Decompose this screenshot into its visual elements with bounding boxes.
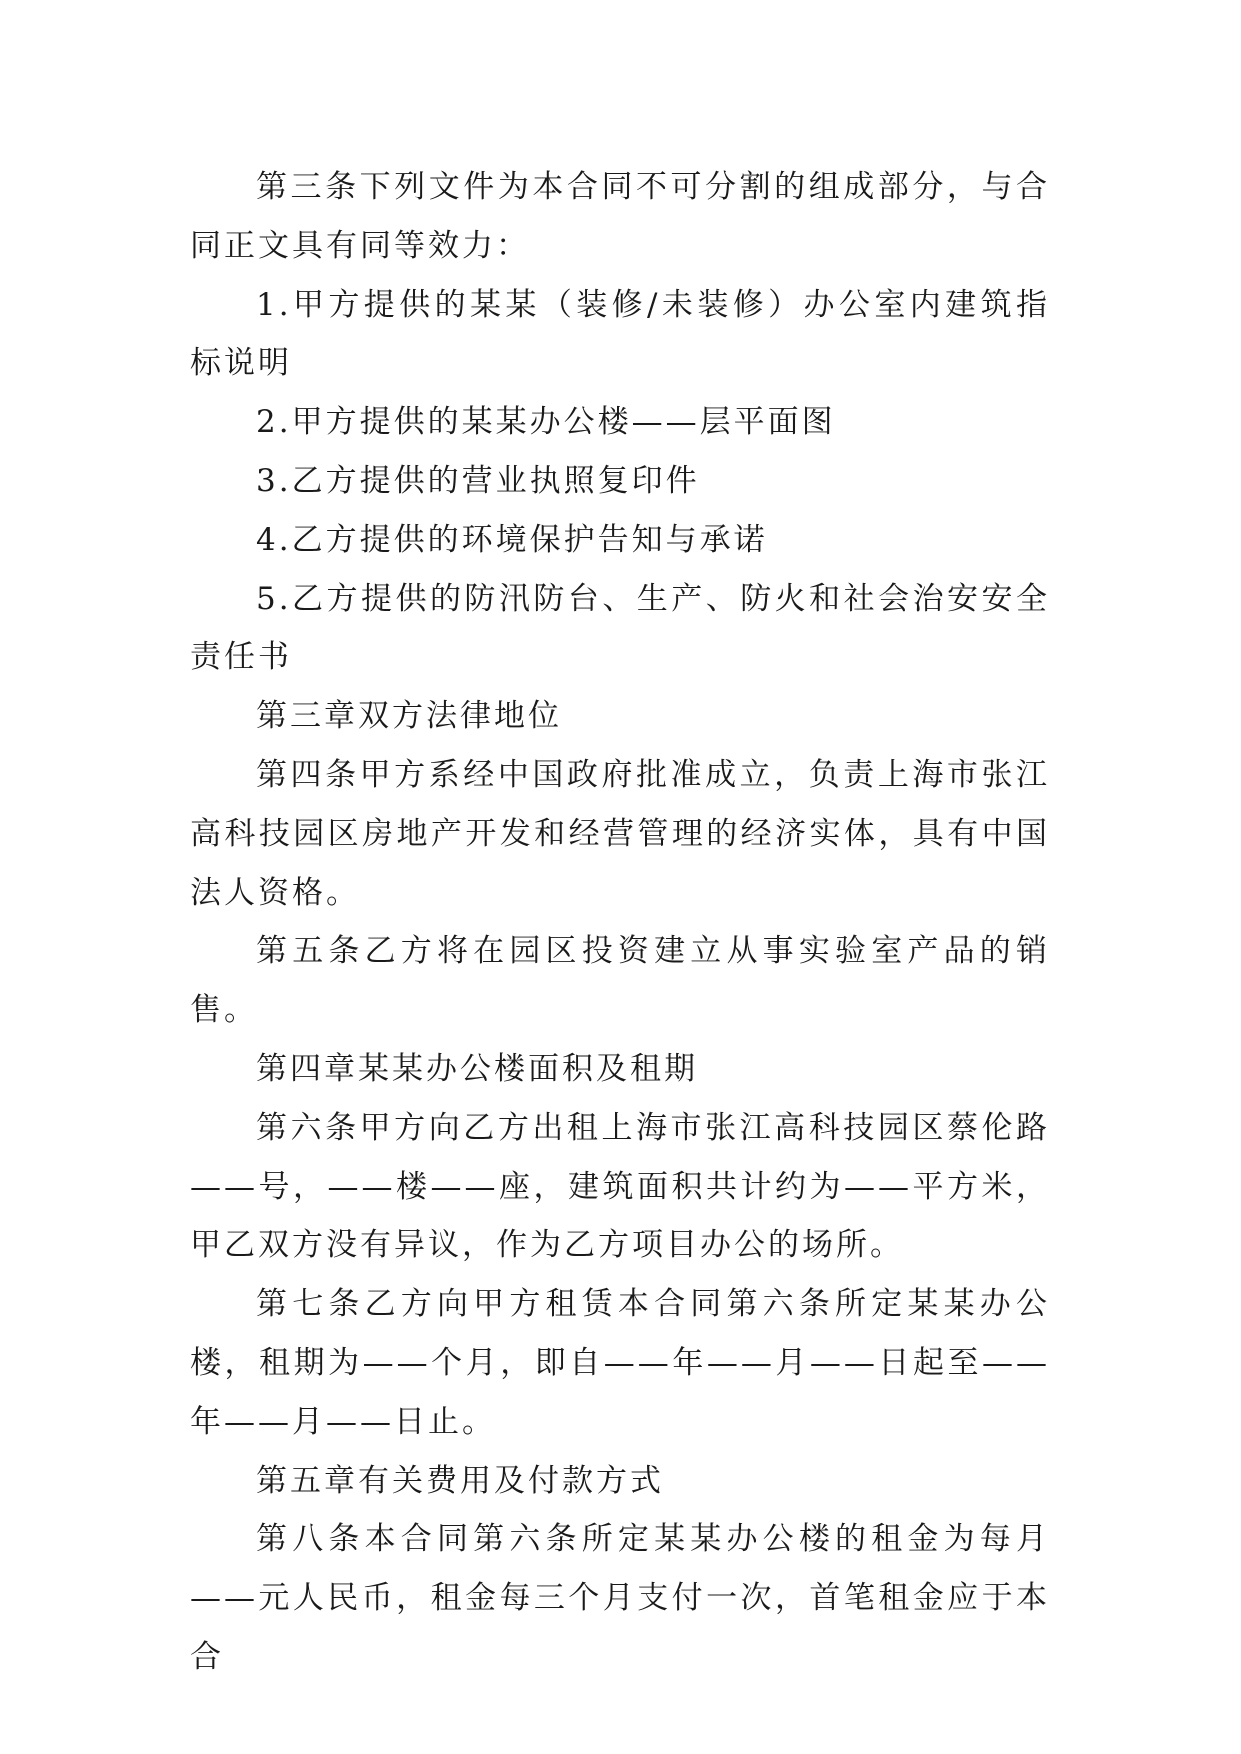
paragraph-article-3: 第三条下列文件为本合同不可分割的组成部分，与合同正文具有同等效力： [190, 169, 1050, 264]
chapter-heading-4: 第四章某某办公楼面积及租期 [256, 1050, 698, 1087]
list-item-3: 3.乙方提供的营业执照复印件 [256, 462, 700, 499]
list-item-1: 1.甲方提供的某某（装修/未装修）办公室内建筑指标说明 [190, 286, 1050, 382]
chapter-heading-3: 第三章双方法律地位 [256, 698, 562, 735]
paragraph-article-8: 第八条本合同第六条所定某某办公楼的租金为每月——元人民币，租金每三个月支付一次，首笔租金应于本合 [190, 1521, 1050, 1675]
paragraph-article-5: 第五条乙方将在园区投资建立从事实验室产品的销售。 [190, 933, 1050, 1029]
paragraph-article-7: 第七条乙方向甲方租赁本合同第六条所定某某办公楼，租期为——个月，即自——年——月——日起至——年——月——日止。 [190, 1286, 1050, 1440]
paragraph-article-4: 第四条甲方系经中国政府批准成立，负责上海市张江高科技园区房地产开发和经营管理的经济实体，具有中国法人资格。 [190, 756, 1050, 911]
list-item-2: 2.甲方提供的某某办公楼——层平面图 [256, 404, 836, 441]
list-item-5: 5.乙方提供的防汛防台、生产、防火和社会治安安全责任书 [190, 580, 1050, 676]
chapter-heading-5: 第五章有关费用及付款方式 [256, 1462, 664, 1499]
paragraph-article-6: 第六条甲方向乙方出租上海市张江高科技园区蔡伦路——号，——楼——座，建筑面积共计约为——平方米，甲乙双方没有异议，作为乙方项目办公的场所。 [190, 1109, 1050, 1264]
list-item-4: 4.乙方提供的环境保护告知与承诺 [256, 521, 768, 558]
document-body [190, 158, 1050, 1687]
